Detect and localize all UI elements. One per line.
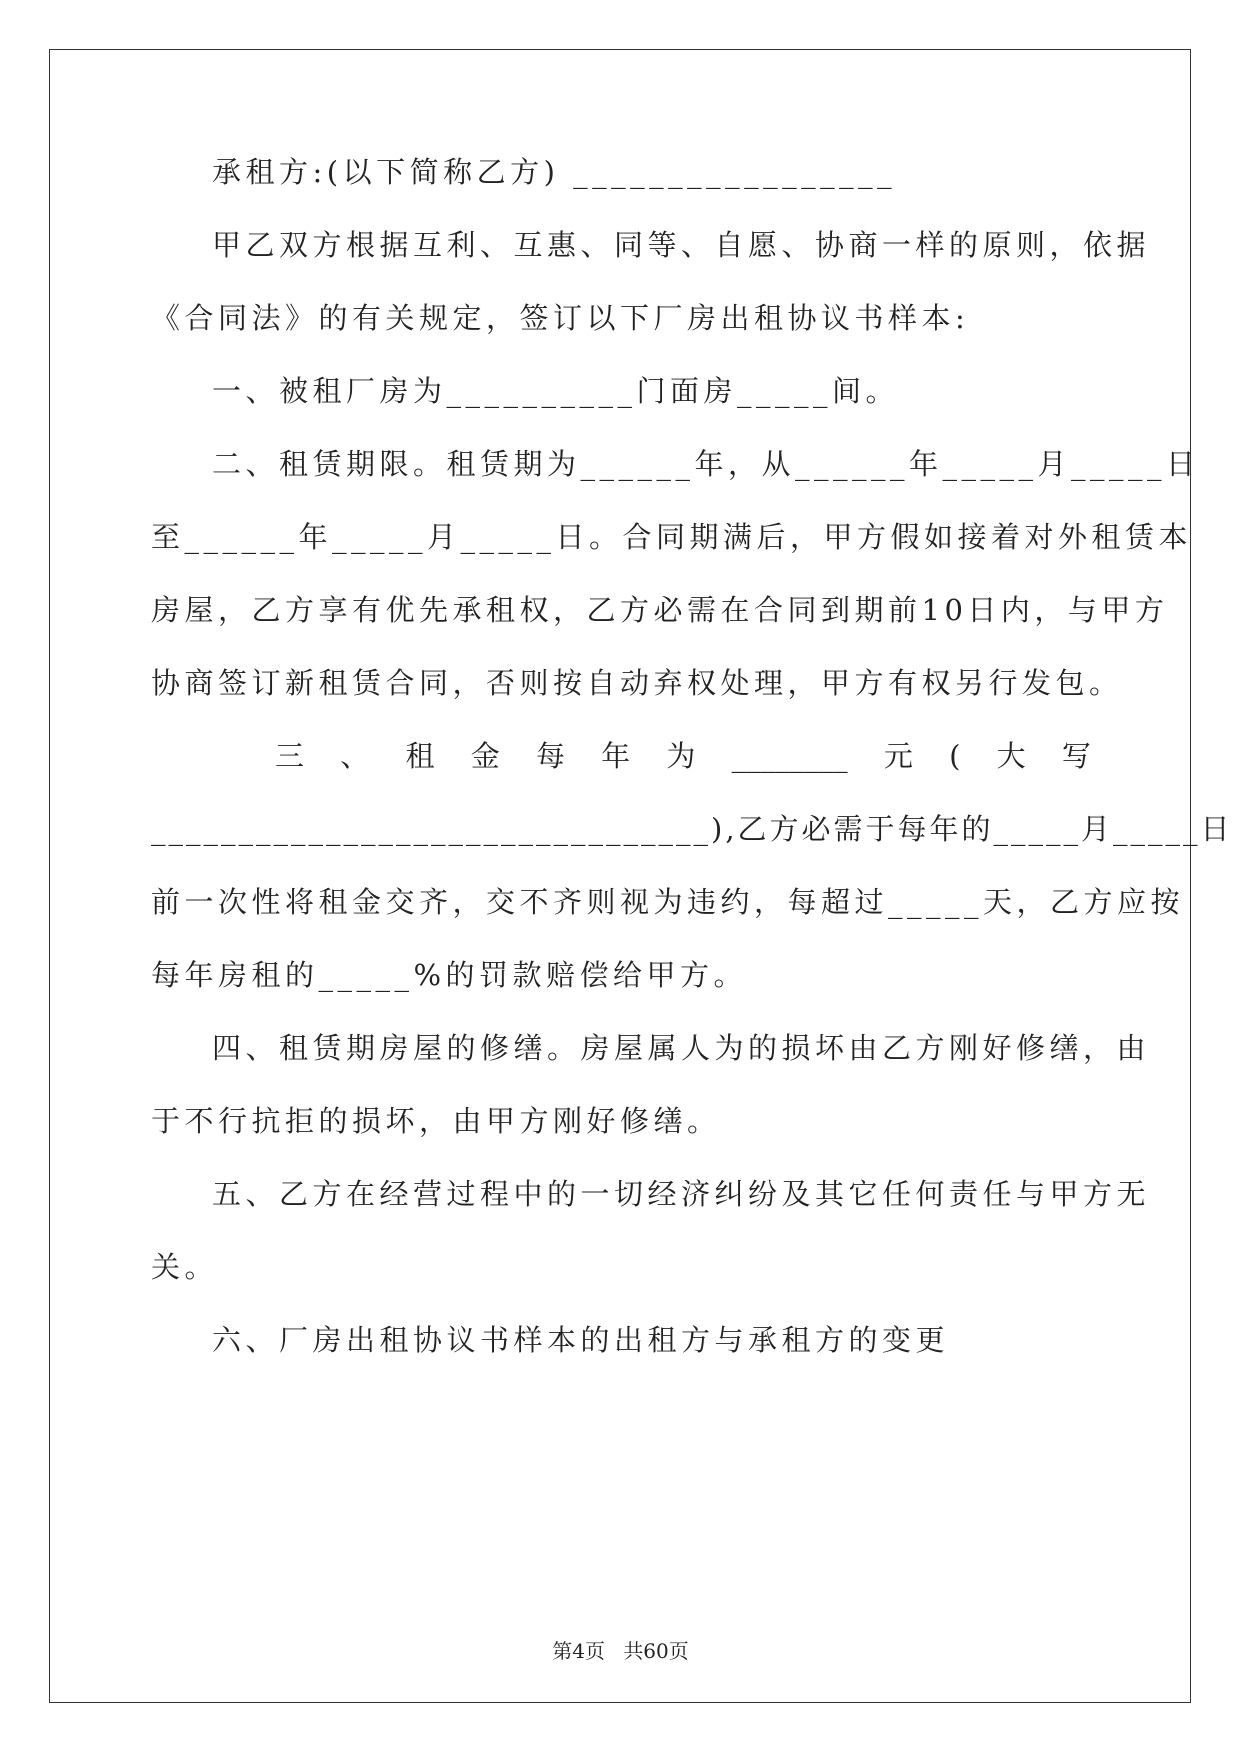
text-line: 协商签订新租赁合同，否则按自动弃权处理，甲方有权另行发包。 xyxy=(151,666,1123,700)
text-token: 每 xyxy=(535,739,565,773)
text-token: ( xyxy=(949,739,961,773)
page-total: 共60页 xyxy=(623,1639,689,1663)
text-token: 租 xyxy=(405,739,435,773)
text-line: 每年房租的_____%的罚款赔偿给甲方。 xyxy=(151,958,748,992)
text-line: 《合同法》的有关规定，签订以下厂房出租协议书样本: xyxy=(151,301,970,335)
text-line: 四、租赁期房屋的修缮。房屋属人为的损坏由乙方刚好修缮，由 xyxy=(212,1031,1151,1065)
text-line: 前一次性将租金交齐，交不齐则视为违约，每超过_____天，乙方应按 xyxy=(151,885,1185,919)
text-line: 一、被租厂房为__________门面房_____间。 xyxy=(212,374,900,408)
text-token: ________ xyxy=(731,739,848,773)
text-token: 写 xyxy=(1061,739,1091,773)
text-line-justified xyxy=(151,736,1091,776)
page-footer xyxy=(0,1638,1241,1664)
page-number: 第4页 xyxy=(552,1639,605,1663)
text-line: ________________________________),乙方必需于每年的_____月_____日 xyxy=(151,812,1233,846)
text-token: 为 xyxy=(666,739,696,773)
text-token: 三 xyxy=(275,739,305,773)
text-line: 二、租赁期限。租赁期为______年，从______年_____月_____日 xyxy=(212,447,1200,481)
text-line: 至______年_____月_____日。合同期满后，甲方假如接着对外租赁本 xyxy=(151,520,1193,554)
text-line: 六、厂房出租协议书样本的出租方与承租方的变更 xyxy=(212,1323,950,1357)
text-token: 、 xyxy=(340,739,370,773)
text-token: 年 xyxy=(601,739,631,773)
text-token: 大 xyxy=(996,739,1026,773)
text-token: 金 xyxy=(470,739,500,773)
text-token: 元 xyxy=(883,739,913,773)
text-line: 五、乙方在经营过程中的一切经济纠纷及其它任何责任与甲方无 xyxy=(212,1177,1151,1211)
text-line: 甲乙双方根据互利、互惠、同等、自愿、协商一样的原则，依据 xyxy=(212,228,1151,262)
text-line: 房屋，乙方享有优先承租权，乙方必需在合同到期前10日内，与甲方 xyxy=(151,593,1169,627)
text-line: 关。 xyxy=(151,1250,219,1284)
text-line: 于不行抗拒的损坏，由甲方刚好修缮。 xyxy=(151,1104,721,1138)
text-line: 承租方:(以下简称乙方) _________________ xyxy=(212,155,897,189)
